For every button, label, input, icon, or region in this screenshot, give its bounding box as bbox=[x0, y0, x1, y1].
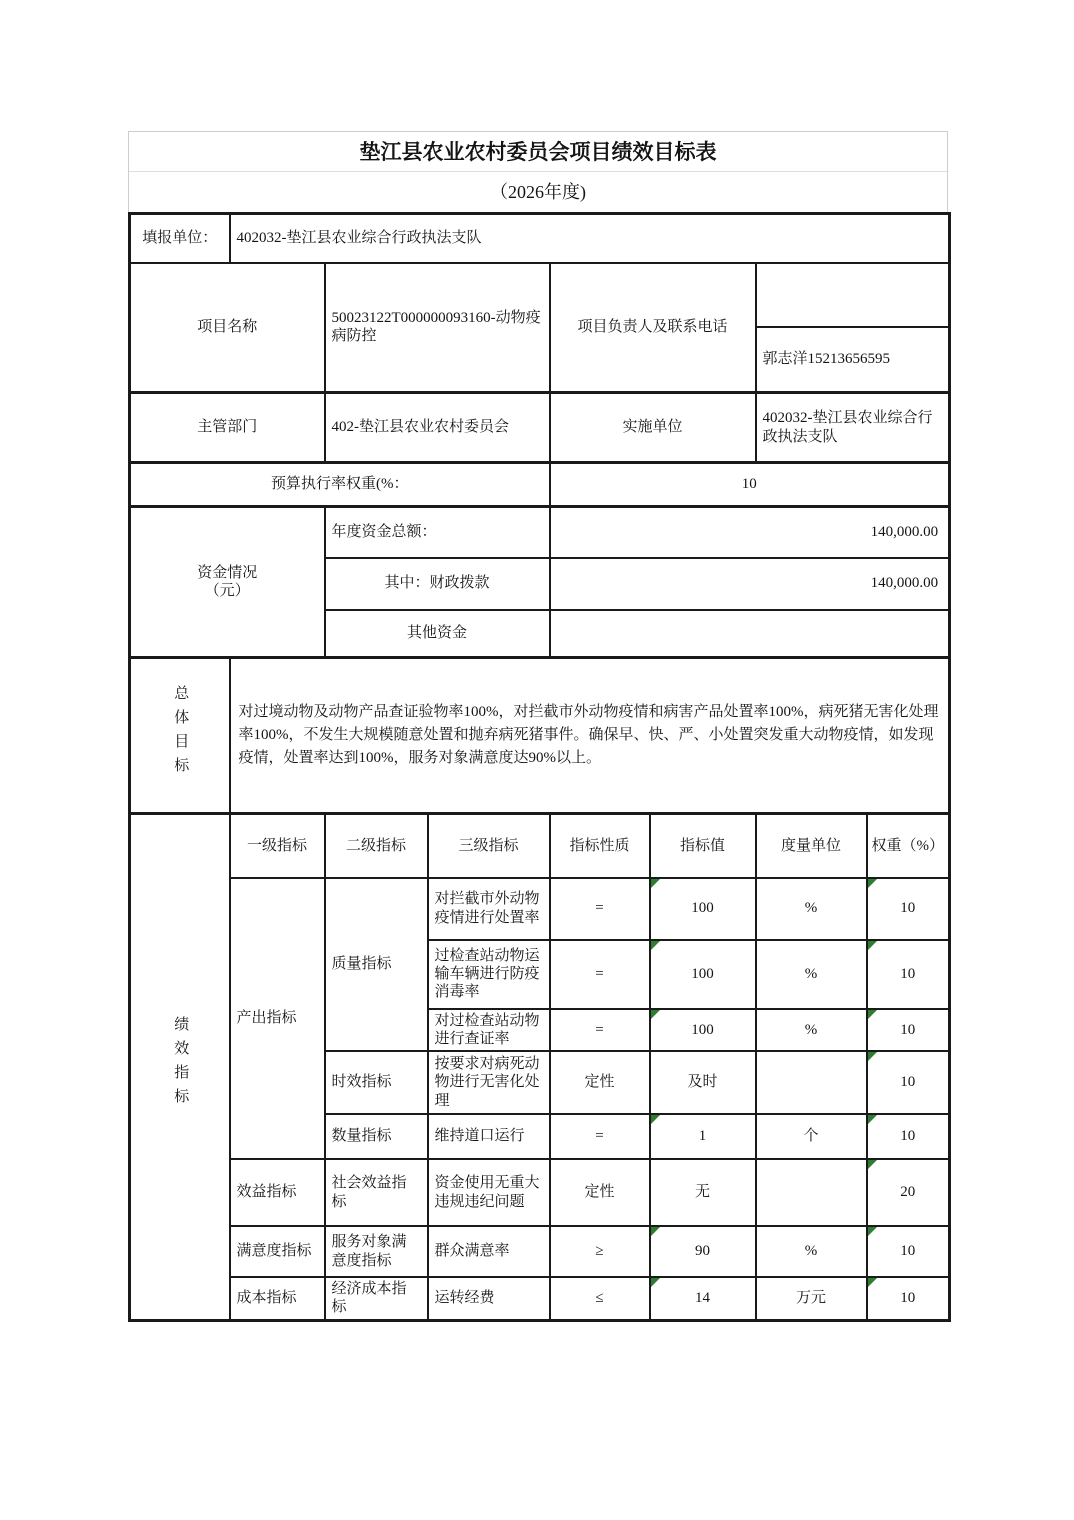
project-leader-label: 项目负责人及联系电话 bbox=[550, 263, 756, 393]
impl-unit-label: 实施单位 bbox=[550, 393, 756, 463]
overall-goal-text: 对过境动物及动物产品查证验物率100%，对拦截市外动物疫情和病害产品处置率100%，病死猪无害化处理率100%，不发生大规模随意处置和抛弃病死猪事件。确保早、快、严、小处置突发重大动物疫情，如发现疫情，处置率达到100%，服务对象满意度达90%以上。 bbox=[230, 658, 950, 814]
weight-cell: 10 bbox=[867, 878, 950, 940]
nature-cell: 定性 bbox=[550, 1159, 650, 1226]
level2-quality: 质量指标 bbox=[325, 878, 428, 1052]
weight-cell: 10 bbox=[867, 1277, 950, 1320]
col-header-level2: 二级指标 bbox=[325, 814, 428, 878]
page-subtitle: （2026年度) bbox=[490, 182, 586, 202]
level2-timeliness: 时效指标 bbox=[325, 1051, 428, 1114]
cell-corner-flag-icon bbox=[868, 879, 877, 888]
performance-target-sheet bbox=[128, 131, 948, 1322]
overall-goal-label: 总体目标 bbox=[172, 684, 189, 781]
value-cell: 及时 bbox=[650, 1051, 756, 1114]
cell-corner-flag-icon bbox=[651, 1227, 660, 1236]
budget-rate-label: 预算执行率权重(%： bbox=[130, 463, 550, 507]
level1-output: 产出指标 bbox=[230, 878, 325, 1160]
row-overall-goal bbox=[130, 658, 950, 814]
value-cell: 100 bbox=[650, 1009, 756, 1052]
cell-corner-flag-icon bbox=[651, 1115, 660, 1124]
level3-text: 维持道口运行 bbox=[428, 1114, 550, 1159]
value-cell: 90 bbox=[650, 1226, 756, 1277]
indicator-row bbox=[130, 1226, 950, 1277]
col-header-unit: 度量单位 bbox=[756, 814, 867, 878]
weight-cell: 20 bbox=[867, 1159, 950, 1226]
funding-other-label: 其他资金 bbox=[325, 610, 550, 658]
nature-cell: = bbox=[550, 1114, 650, 1159]
funding-group-label-line2: （元） bbox=[204, 583, 250, 599]
cell-corner-flag-icon bbox=[868, 1278, 877, 1287]
cell-corner-flag-icon bbox=[651, 941, 660, 950]
nature-cell: 定性 bbox=[550, 1051, 650, 1114]
col-header-weight: 权重（%） bbox=[867, 814, 950, 878]
funding-fiscal-label: 其中：财政拨款 bbox=[325, 558, 550, 610]
indicator-row bbox=[130, 1277, 950, 1320]
level1-benefit: 效益指标 bbox=[230, 1159, 325, 1226]
nature-cell: = bbox=[550, 878, 650, 940]
impl-unit-value: 402032-垫江县农业综合行政执法支队 bbox=[756, 393, 950, 463]
unit-cell: % bbox=[756, 1009, 867, 1052]
cell-corner-flag-icon bbox=[868, 1010, 877, 1019]
indicator-section-label: 绩效指标 bbox=[172, 1016, 189, 1113]
funding-group-label bbox=[130, 507, 325, 658]
nature-cell: ≤ bbox=[550, 1277, 650, 1320]
nature-cell: ≥ bbox=[550, 1226, 650, 1277]
title-block bbox=[128, 131, 948, 212]
reporting-unit-value: 402032-垫江县农业综合行政执法支队 bbox=[230, 214, 950, 263]
level3-text: 群众满意率 bbox=[428, 1226, 550, 1277]
level1-cost: 成本指标 bbox=[230, 1277, 325, 1320]
unit-cell: % bbox=[756, 1226, 867, 1277]
unit-cell: % bbox=[756, 940, 867, 1009]
row-indicator-header bbox=[130, 814, 950, 878]
cell-corner-flag-icon bbox=[651, 1010, 660, 1019]
value-cell: 100 bbox=[650, 940, 756, 1009]
unit-cell: 万元 bbox=[756, 1277, 867, 1320]
col-header-level1: 一级指标 bbox=[230, 814, 325, 878]
row-budget-rate bbox=[130, 463, 950, 507]
page-title: 垫江县农业农村委员会项目绩效目标表 bbox=[129, 132, 947, 172]
unit-cell bbox=[756, 1159, 867, 1226]
row-reporting-unit bbox=[130, 214, 950, 263]
indicator-section-label-cell bbox=[130, 814, 230, 1321]
funding-group-label-line1: 资金情况 bbox=[197, 564, 258, 581]
level3-text: 过检查站动物运输车辆进行防疫消毒率 bbox=[428, 940, 550, 1009]
project-leader-value-top bbox=[756, 263, 950, 327]
cell-corner-flag-icon bbox=[868, 1160, 877, 1169]
col-header-nature: 指标性质 bbox=[550, 814, 650, 878]
col-header-value: 指标值 bbox=[650, 814, 756, 878]
funding-other-value bbox=[550, 610, 950, 658]
cell-corner-flag-icon bbox=[651, 1278, 660, 1287]
level2-social-benefit: 社会效益指标 bbox=[325, 1159, 428, 1226]
value-cell: 100 bbox=[650, 878, 756, 940]
project-name-label: 项目名称 bbox=[130, 263, 325, 393]
cell-corner-flag-icon bbox=[868, 1052, 877, 1061]
cell-corner-flag-icon bbox=[868, 1227, 877, 1236]
funding-total-label: 年度资金总额： bbox=[325, 507, 550, 558]
budget-rate-value: 10 bbox=[550, 463, 950, 507]
level2-economic-cost: 经济成本指标 bbox=[325, 1277, 428, 1320]
level3-text: 运转经费 bbox=[428, 1277, 550, 1320]
value-cell: 无 bbox=[650, 1159, 756, 1226]
col-header-level3: 三级指标 bbox=[428, 814, 550, 878]
unit-cell: % bbox=[756, 878, 867, 940]
nature-cell: = bbox=[550, 1009, 650, 1052]
nature-cell: = bbox=[550, 940, 650, 1009]
value-cell: 1 bbox=[650, 1114, 756, 1159]
level2-quantity: 数量指标 bbox=[325, 1114, 428, 1159]
unit-cell: 个 bbox=[756, 1114, 867, 1159]
funding-total-value: 140,000.00 bbox=[550, 507, 950, 558]
row-project-name bbox=[130, 263, 950, 327]
dept-label: 主管部门 bbox=[130, 393, 325, 463]
level3-text: 按要求对病死动物进行无害化处理 bbox=[428, 1051, 550, 1114]
weight-cell: 10 bbox=[867, 1009, 950, 1052]
row-departments bbox=[130, 393, 950, 463]
overall-goal-label-cell bbox=[130, 658, 230, 814]
cell-corner-flag-icon bbox=[651, 879, 660, 888]
indicator-row bbox=[130, 1159, 950, 1226]
level3-text: 对过检查站动物进行查证率 bbox=[428, 1009, 550, 1052]
row-funding-total bbox=[130, 507, 950, 558]
level3-text: 对拦截市外动物疫情进行处置率 bbox=[428, 878, 550, 940]
indicator-row bbox=[130, 878, 950, 940]
weight-cell: 10 bbox=[867, 1114, 950, 1159]
cell-corner-flag-icon bbox=[868, 1115, 877, 1124]
dept-value: 402-垫江县农业农村委员会 bbox=[325, 393, 550, 463]
performance-table bbox=[128, 212, 951, 1322]
project-leader-value: 郭志洋15213656595 bbox=[756, 327, 950, 393]
funding-fiscal-value: 140,000.00 bbox=[550, 558, 950, 610]
weight-cell: 10 bbox=[867, 1051, 950, 1114]
level1-satisfaction: 满意度指标 bbox=[230, 1226, 325, 1277]
project-name-value: 50023122T000000093160-动物疫病防控 bbox=[325, 263, 550, 393]
reporting-unit-label: 填报单位： bbox=[130, 214, 230, 263]
level2-service-satisfaction: 服务对象满意度指标 bbox=[325, 1226, 428, 1277]
weight-cell: 10 bbox=[867, 1226, 950, 1277]
level3-text: 资金使用无重大违规违纪问题 bbox=[428, 1159, 550, 1226]
cell-corner-flag-icon bbox=[868, 941, 877, 950]
value-cell: 14 bbox=[650, 1277, 756, 1320]
unit-cell bbox=[756, 1051, 867, 1114]
weight-cell: 10 bbox=[867, 940, 950, 1009]
